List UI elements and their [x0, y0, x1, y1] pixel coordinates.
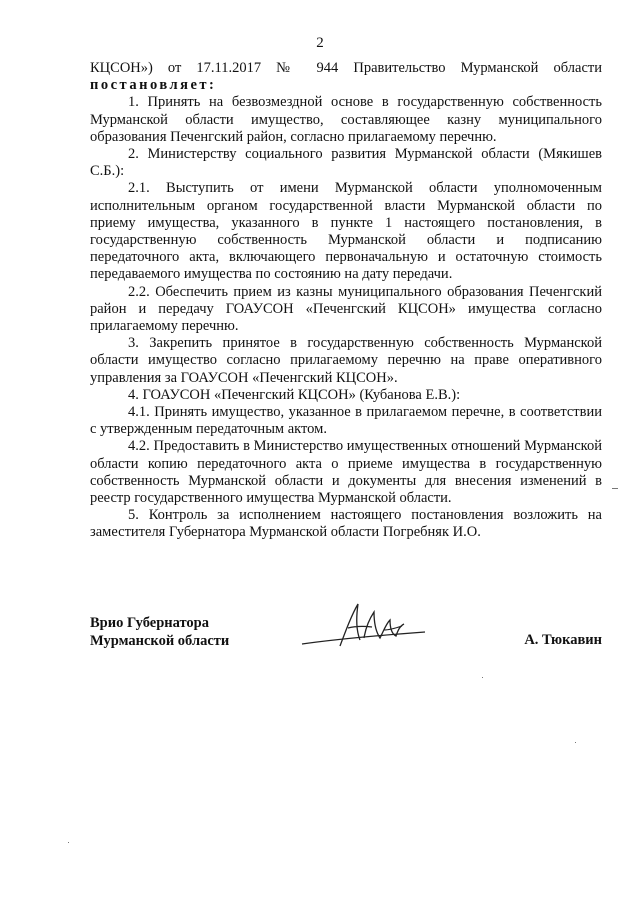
intro-line: КЦСОН») от 17.11.2017 № 944 Правительство Мурманской области — [90, 60, 602, 76]
signatory-name: А. Тюкавин — [524, 632, 602, 648]
paragraph-3: 3. Закрепить принятое в государственную собственность Мурманской области имущество согласно прилагаемому перечню на праве оперативного управления за ГОАУСОН «Печенгский КЦСОН». — [90, 335, 602, 386]
paragraph-1: 1. Принять на безвозмездной основе в государственную собственность Мурманской области имущество, составляющее казну муниципального образования Печенгский район, согласно прилагаемому перечню. — [90, 94, 602, 145]
paragraph-4: 4. ГОАУСОН «Печенгский КЦСОН» (Кубанова Е.В.): — [128, 386, 461, 403]
signatory-title-line2: Мурманской области — [90, 633, 230, 649]
scan-speck — [482, 677, 483, 678]
scan-speck — [612, 488, 618, 489]
page-number: 2 — [316, 35, 324, 51]
scan-speck — [68, 842, 69, 843]
decree-word: постановляет: — [90, 77, 217, 94]
paragraph-4-1: 4.1. Принять имущество, указанное в прилагаемом перечне, в соответствии с утвержденным передаточным актом. — [90, 404, 602, 438]
signature-block — [90, 612, 602, 672]
paragraph-4-2: 4.2. Предоставить в Министерство имущественных отношений Мурманской области копию передаточного акта о приеме имущества в государственную собственность Мурманской области и документы для внесения изменений в реестр государственного имущества Мурманской области. — [90, 438, 602, 507]
signatory-title-line1: Врио Губернатора — [90, 615, 209, 631]
paragraph-2-1: 2.1. Выступить от имени Мурманской области уполномоченным исполнительным органом государственной власти Мурманской области по приему имущества, указанного в пункте 1 настоящего постановления, в государственную собственность Мурманской области и подписанию передаточного акта, включающего первоначальную и остаточную стоимость передаваемого имущества по состоянию на дату передачи. — [90, 180, 602, 283]
paragraph-2-2: 2.2. Обеспечить прием из казны муниципального образования Печенгский район и передачу ГОАУСОН «Печенгский КЦСОН» имущества согласно прилагаемому перечню. — [90, 283, 602, 335]
handwritten-signature — [300, 600, 430, 658]
scan-speck — [575, 742, 576, 743]
signatory-title — [90, 614, 229, 650]
paragraph-5: 5. Контроль за исполнением настоящего постановления возложить на заместителя Губернатора Мурманской области Погребняк И.О. — [90, 507, 602, 541]
document-body — [90, 60, 602, 542]
paragraph-2: 2. Министерству социального развития Мурманской области (Мякишев С.Б.): — [90, 146, 602, 180]
